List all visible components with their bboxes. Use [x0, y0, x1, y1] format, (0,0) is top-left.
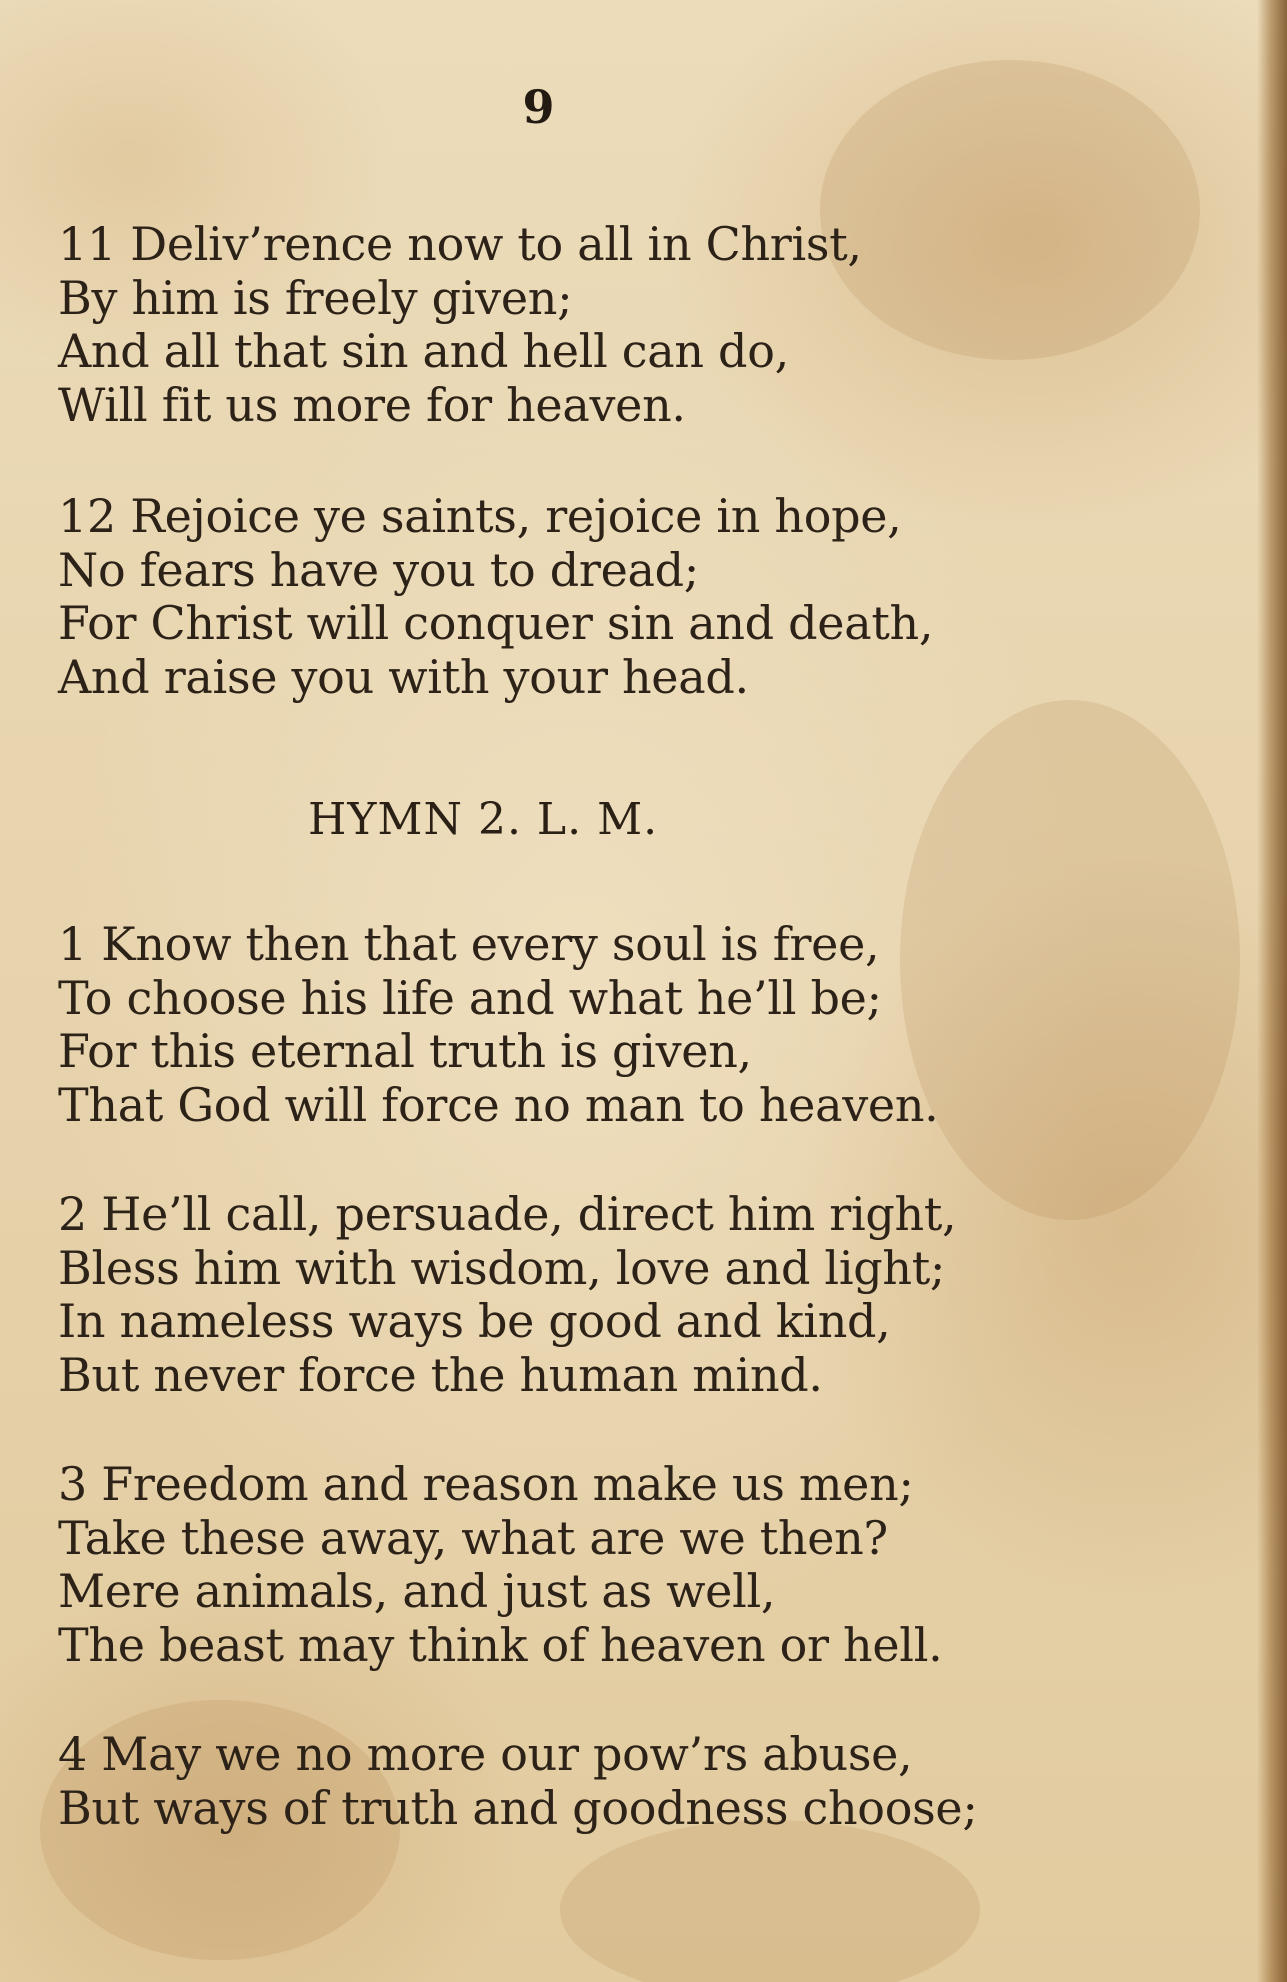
verse-line: To choose his life and what he’ll be; [58, 970, 882, 1025]
verse-line: Will fit us more for heaven. [58, 377, 686, 432]
page-number: 9 [522, 80, 555, 134]
verse-line: For this eternal truth is given, [58, 1024, 752, 1078]
hymn-stanza-4 [58, 1728, 1058, 1835]
verse-line: That God will force no man to heaven. [58, 1077, 939, 1132]
hymn-stanza-2 [58, 1188, 1058, 1402]
verse-line: 3 Freedom and reason make us men; [58, 1457, 914, 1511]
verse-line: Mere animals, and just as well, [58, 1564, 776, 1618]
verse-line: By him is freely given; [58, 270, 573, 325]
verse-line: And raise you with your head. [58, 649, 749, 704]
verse-line: No fears have you to dread; [58, 542, 699, 597]
hymn-stanza-1 [58, 918, 1058, 1132]
verse-line: But ways of truth and goodness choose; [58, 1780, 978, 1835]
stanza-11 [58, 218, 1058, 432]
verse-line: The beast may think of heaven or hell. [58, 1617, 943, 1672]
verse-line: 2 He’ll call, persuade, direct him right, [58, 1187, 957, 1241]
verse-line: 12 Rejoice ye saints, rejoice in hope, [58, 489, 902, 543]
stanza-12 [58, 490, 1058, 704]
verse-line: And all that sin and hell can do, [58, 324, 789, 378]
verse-line: 4 May we no more our pow’rs abuse, [58, 1727, 913, 1781]
paper-stain [560, 1820, 980, 1982]
verse-line: For Christ will conquer sin and death, [58, 596, 934, 650]
hymn-stanza-3 [58, 1458, 1058, 1672]
hymn-heading: HYMN 2. L. M. [308, 794, 659, 845]
verse-line: In nameless ways be good and kind, [58, 1294, 891, 1348]
verse-line: 1 Know then that every soul is free, [58, 917, 880, 971]
verse-line: But never force the human mind. [58, 1347, 823, 1402]
page-edge [1257, 0, 1287, 1982]
verse-line: Take these away, what are we then? [58, 1510, 888, 1565]
verse-line: 11 Deliv’rence now to all in Christ, [58, 217, 862, 271]
verse-line: Bless him with wisdom, love and light; [58, 1240, 946, 1295]
